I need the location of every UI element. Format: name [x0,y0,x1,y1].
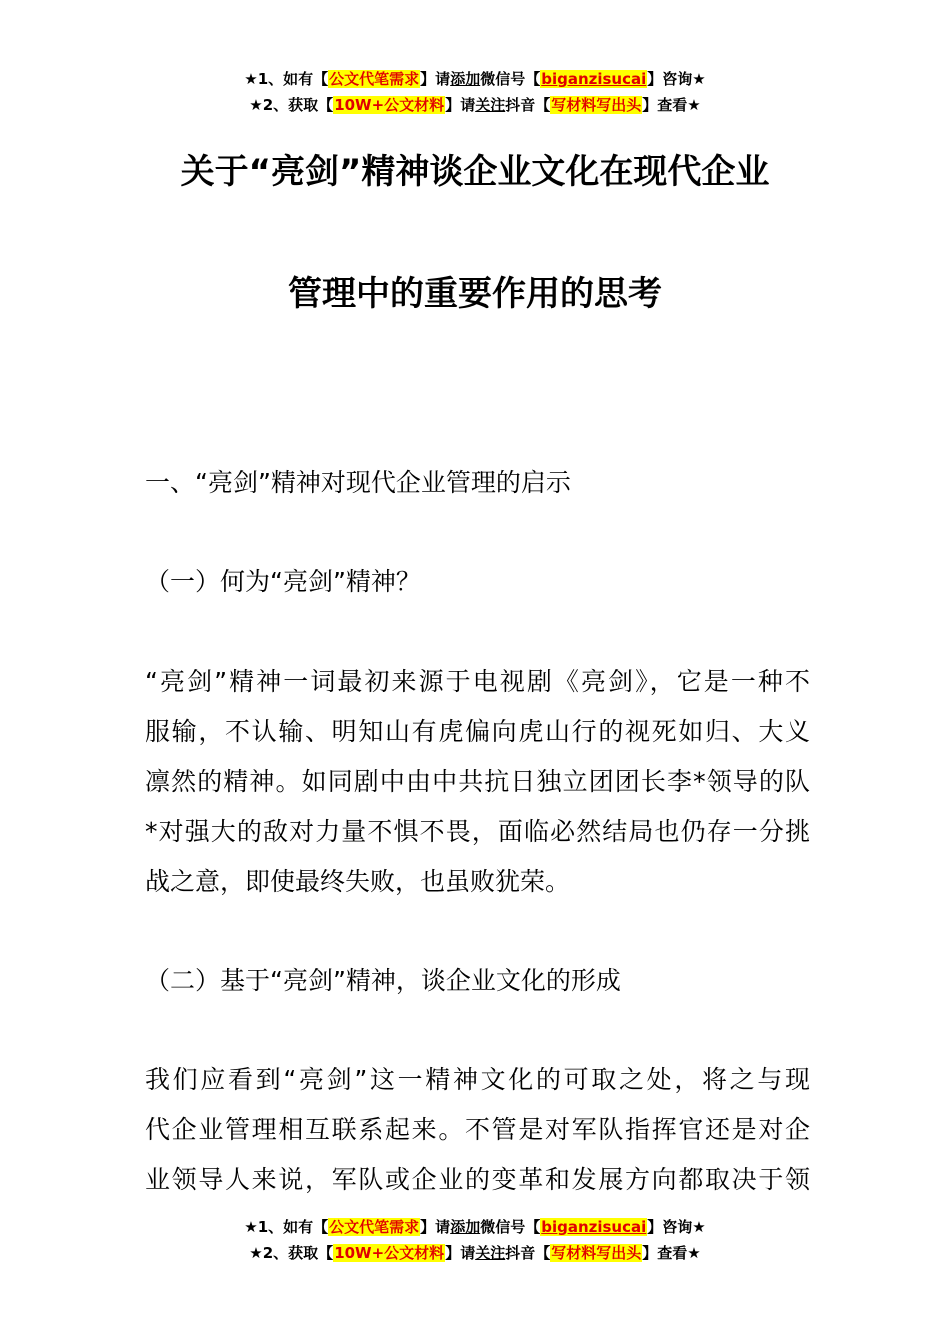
paragraph-2 [145,1055,810,1205]
banner-text: 】请 [445,96,476,114]
banner-line-2 [0,92,950,118]
banner-wechat-id: biganzisucai [541,1218,647,1236]
section-heading-1: 一、“亮剑”精神对现代企业管理的启示 [145,468,571,497]
paragraph-1 [145,657,810,907]
footer-banner [0,1214,950,1266]
subsection-heading-1: （一）何为“亮剑”精神？ [145,567,421,596]
banner-text: 】咨询★ [647,1218,706,1236]
banner-text: ★2、获取【 [249,1244,334,1262]
paragraph-line: 代企业管理相互联系起来。不管是对军队指挥官还是对企 [145,1115,810,1144]
paragraph-line: 战之意，即使最终失败，也虽败犹荣。 [145,867,571,896]
banner-highlight: 10W+公文材料 [334,96,445,114]
banner-text: 微信号【 [480,1218,541,1236]
paragraph-line: “亮剑”精神一词最初来源于电视剧《亮剑》，它是一种不 [145,667,810,696]
banner-text: 】查看★ [642,96,701,114]
banner-wechat-id: biganzisucai [541,70,647,88]
banner-highlight: 公文代笔需求 [329,1218,420,1236]
document-title-line-1: 关于“亮剑”精神谈企业文化在现代企业 [180,152,770,192]
banner-highlight: 公文代笔需求 [329,70,420,88]
banner-text: 抖音【 [505,1244,551,1262]
banner-text: 】请 [420,70,451,88]
banner-text: ★2、获取【 [249,96,334,114]
banner-underline: 关注 [475,96,506,114]
subsection-heading-2: （二）基于“亮剑”精神，谈企业文化的形成 [145,966,621,995]
banner-underline: 添加 [450,70,481,88]
banner-text: 微信号【 [480,70,541,88]
paragraph-line: *对强大的敌对力量不惧不畏，面临必然结局也仍存一分挑 [145,817,810,846]
banner-line-1 [0,1214,950,1240]
banner-text: 抖音【 [505,96,551,114]
banner-douyin-id: 写材料写出头 [551,1244,642,1262]
banner-text: 】请 [445,1244,476,1262]
paragraph-line: 业领导人来说，军队或企业的变革和发展方向都取决于领 [145,1165,810,1194]
document-title-line-2: 管理中的重要作用的思考 [288,274,662,314]
paragraph-line: 服输，不认输、明知山有虎偏向虎山行的视死如归、大义 [145,717,810,746]
banner-underline: 关注 [475,1244,506,1262]
banner-underline: 添加 [450,1218,481,1236]
banner-text: 】请 [420,1218,451,1236]
banner-line-1 [0,66,950,92]
banner-text: ★1、如有【 [244,70,329,88]
banner-text: 】咨询★ [647,70,706,88]
paragraph-line: 凛然的精神。如同剧中由中共抗日独立团团长李*领导的队 [145,767,810,796]
banner-line-2 [0,1240,950,1266]
banner-douyin-id: 写材料写出头 [551,96,642,114]
banner-highlight: 10W+公文材料 [334,1244,445,1262]
banner-text: 】查看★ [642,1244,701,1262]
paragraph-line: 我们应看到“亮剑”这一精神文化的可取之处，将之与现 [145,1065,810,1094]
header-banner [0,66,950,118]
banner-text: ★1、如有【 [244,1218,329,1236]
